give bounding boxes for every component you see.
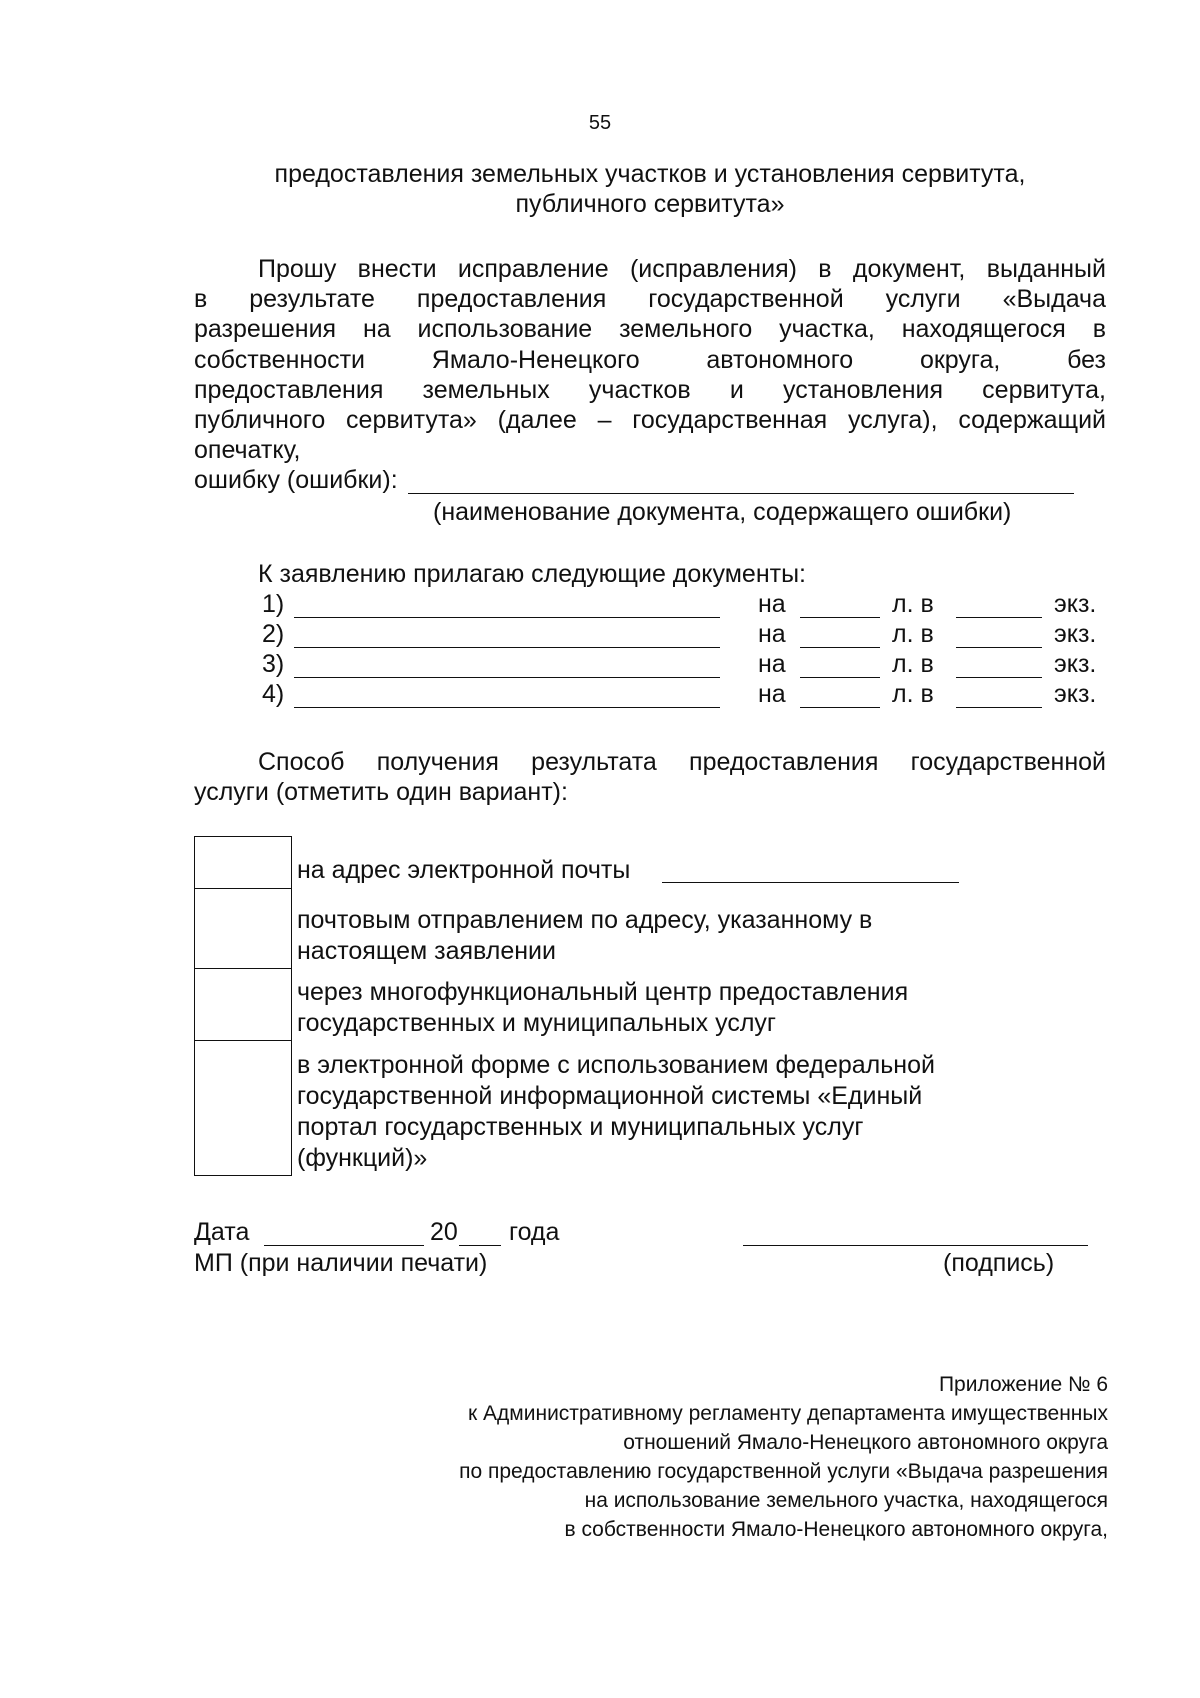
appendix-line-1: Приложение № 6 [938,1373,1108,1396]
date-field[interactable] [264,1245,424,1246]
date-label: Дата [194,1218,250,1246]
request-line-2: в результате предоставления государственной услуги «Выдача [194,285,1106,313]
year-field[interactable] [459,1245,501,1246]
attachments-intro: К заявлению прилагаю следующие документы: [258,560,806,588]
attachment-name-field[interactable] [294,647,720,648]
appendix-line-6: в собственности Ямало-Ненецкого автономного округа, [564,1518,1108,1541]
email-option-label: на адрес электронной почты [297,856,631,884]
epgu-option-label-line-1: в электронной форме с использованием федеральной [297,1051,935,1079]
delivery-intro-line-2: услуги (отметить один вариант): [194,778,568,806]
epgu-option-label-line-4: (функций)» [297,1144,428,1172]
request-line-3: разрешения на использование земельного участка, находящегося в [194,315,1106,343]
heading-line-1: предоставления земельных участков и установления сервитута, [274,160,1026,188]
delivery-intro-line-1: Способ получения результата предоставления государственной [258,748,1106,776]
attachment-row [262,620,1108,650]
signature-field[interactable] [743,1245,1088,1246]
request-line-5: предоставления земельных участков и установления сервитута, [194,376,1106,404]
attachment-copies-field[interactable] [956,677,1042,678]
attachment-row [262,680,1108,710]
attachment-copies-label: экз. [1054,650,1097,678]
attachment-pages-label: л. в [892,650,934,678]
attachment-copies-label: экз. [1054,620,1097,648]
attachment-copies-label: экз. [1054,590,1097,618]
appendix-line-2: к Административному регламенту департамента имущественных [468,1402,1108,1425]
attachment-number: 2) [262,620,285,648]
request-line-4: собственности Ямало-Ненецкого автономного округа, без [194,346,1106,374]
attachment-na-label: на [758,590,786,618]
post-option-checkbox[interactable] [194,888,292,970]
attachment-na-label: на [758,650,786,678]
attachment-row [262,650,1108,680]
post-option-label-line-1: почтовым отправлением по адресу, указанному в [297,906,873,934]
error-label: ошибку (ошибки): [194,466,398,494]
attachment-name-field[interactable] [294,707,720,708]
attachment-na-label: на [758,680,786,708]
attachment-name-field[interactable] [294,617,720,618]
request-line-7: опечатку, [194,436,301,464]
year-prefix: 20 [430,1218,458,1246]
epgu-option-label-line-2: государственной информационной системы «Единый [297,1082,923,1110]
attachment-pages-label: л. в [892,590,934,618]
attachment-pages-label: л. в [892,680,934,708]
attachment-pages-field[interactable] [800,677,880,678]
attachment-name-field[interactable] [294,677,720,678]
heading-line-2: публичного сервитута» [515,190,785,218]
request-line-6: публичного сервитута» (далее – государственная услуга), содержащий [194,406,1106,434]
attachment-number: 1) [262,590,285,618]
epgu-option-label-line-3: портал государственных и муниципальных услуг [297,1113,864,1141]
attachment-copies-field[interactable] [956,707,1042,708]
attachment-number: 3) [262,650,285,678]
attachment-na-label: на [758,620,786,648]
appendix-line-3: отношений Ямало-Ненецкого автономного округа [623,1431,1108,1454]
attachment-copies-field[interactable] [956,647,1042,648]
attachment-pages-field[interactable] [800,647,880,648]
email-option-checkbox[interactable] [194,836,292,890]
stamp-label: МП (при наличии печати) [194,1249,488,1277]
error-field-caption: (наименование документа, содержащего ошибки) [433,498,1012,526]
attachment-pages-field[interactable] [800,617,880,618]
attachment-pages-field[interactable] [800,707,880,708]
epgu-option-checkbox[interactable] [194,1040,292,1176]
signature-caption: (подпись) [943,1249,1055,1277]
year-suffix: года [509,1218,560,1246]
page-number: 55 [588,112,612,134]
request-line-1: Прошу внести исправление (исправления) в документ, выданный [258,255,1106,283]
attachment-copies-field[interactable] [956,617,1042,618]
attachment-copies-label: экз. [1054,680,1097,708]
appendix-line-5: на использование земельного участка, находящегося [584,1489,1108,1512]
error-document-field[interactable] [408,493,1074,494]
mfc-option-label-line-1: через многофункциональный центр предоставления [297,978,909,1006]
attachment-pages-label: л. в [892,620,934,648]
attachment-number: 4) [262,680,285,708]
email-address-field[interactable] [662,882,959,883]
appendix-line-4: по предоставлению государственной услуги «Выдача разрешения [459,1460,1108,1483]
mfc-option-checkbox[interactable] [194,968,292,1042]
mfc-option-label-line-2: государственных и муниципальных услуг [297,1009,777,1037]
post-option-label-line-2: настоящем заявлении [297,937,556,965]
attachment-row [262,590,1108,620]
